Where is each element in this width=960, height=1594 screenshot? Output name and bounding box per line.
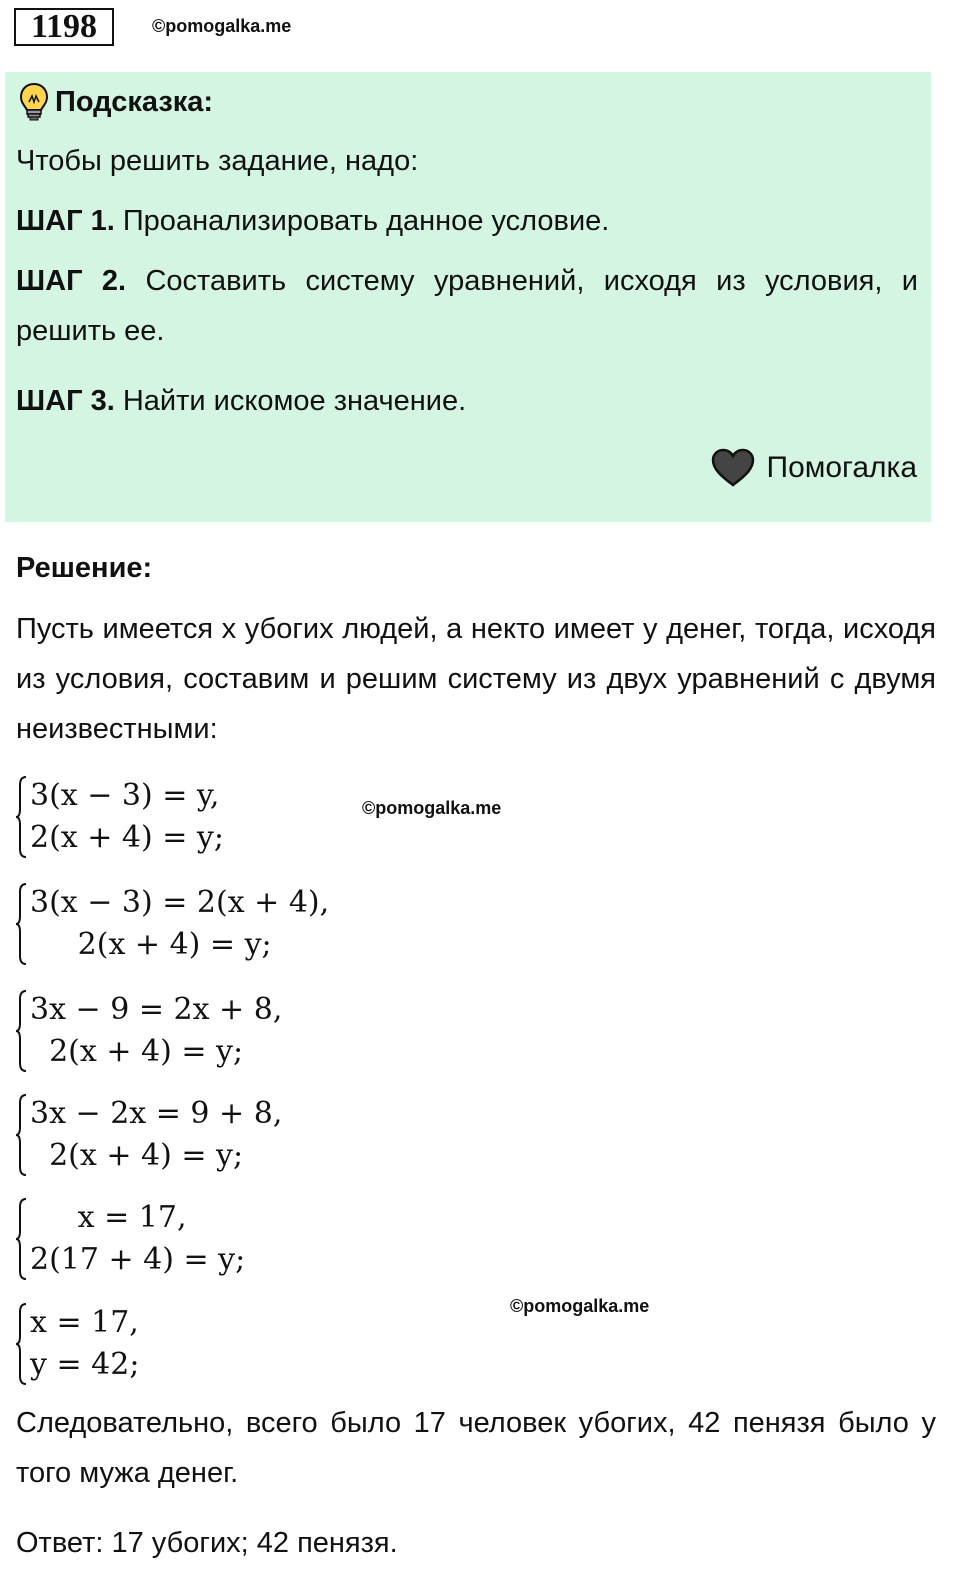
watermark-lower: ©pomogalka.me (510, 1296, 650, 1316)
equation-line: 2(x + 4) = y; (30, 820, 224, 855)
left-brace (14, 1093, 28, 1177)
left-brace (14, 1197, 28, 1281)
equation-line: 2(17 + 4) = y; (30, 1242, 246, 1277)
step-label: ШАГ 1. (16, 205, 115, 237)
watermark-top: ©pomogalka.me (152, 16, 292, 36)
hint-intro: Чтобы решить задание, надо: (16, 145, 419, 177)
hint-header (19, 82, 213, 122)
equation-line: 2(x + 4) = y; (30, 927, 272, 962)
equation-line: 2(x + 4) = y; (30, 1138, 244, 1173)
solution-heading: Решение: (16, 552, 153, 584)
equation-line: 3(x − 3) = 2(x + 4), (30, 885, 330, 920)
equation-system-4 (14, 1093, 282, 1177)
equation-line: 3(x − 3) = y, (30, 778, 220, 813)
equation-line: 3x − 2x = 9 + 8, (30, 1096, 283, 1131)
left-brace (14, 775, 28, 859)
equation-system-5 (14, 1197, 245, 1281)
answer: Ответ: 17 убогих; 42 пенязя. (16, 1527, 398, 1559)
equation-line: x = 17, (30, 1200, 187, 1235)
left-brace (14, 882, 28, 966)
equation-system-2 (14, 882, 329, 966)
equation-system-6 (14, 1302, 139, 1386)
step-label: ШАГ 3. (16, 385, 115, 417)
equation-system-3 (14, 989, 282, 1073)
lightbulb-icon (19, 82, 49, 122)
left-brace (14, 1302, 28, 1386)
hint-title: Подсказка: (55, 85, 214, 118)
conclusion: Следовательно, всего было 17 человек убогих, 42 пенязя было у того мужа денег. (16, 1407, 936, 1489)
equation-system-1 (14, 775, 224, 859)
hint-step-1 (16, 196, 609, 246)
hint-step-3 (16, 376, 466, 426)
brand (711, 448, 918, 488)
step-text: Составить систему уравнений, исходя из условия, и решить ее. (16, 265, 918, 347)
equation-line: x = 17, (30, 1305, 139, 1340)
equation-line: 3x − 9 = 2x + 8, (30, 992, 283, 1027)
step-text: Найти искомое значение. (114, 385, 467, 417)
left-brace (14, 989, 28, 1073)
equation-line: y = 42; (30, 1347, 140, 1382)
equation-line: 2(x + 4) = y; (30, 1034, 244, 1069)
step-text: Проанализировать данное условие. (114, 205, 610, 237)
heart-icon (711, 448, 755, 488)
solution-intro: Пусть имеется x убогих людей, а некто имеет у денег, тогда, исходя из условия, составим и решим систему из двух уравнений с двумя неизвестными: (16, 613, 936, 745)
watermark-middle: ©pomogalka.me (362, 798, 502, 818)
step-label: ШАГ 2. (16, 265, 127, 297)
hint-box (5, 72, 931, 522)
task-number: 1198 (14, 8, 114, 46)
brand-name: Помогалка (766, 451, 917, 484)
hint-step-2 (16, 256, 918, 356)
